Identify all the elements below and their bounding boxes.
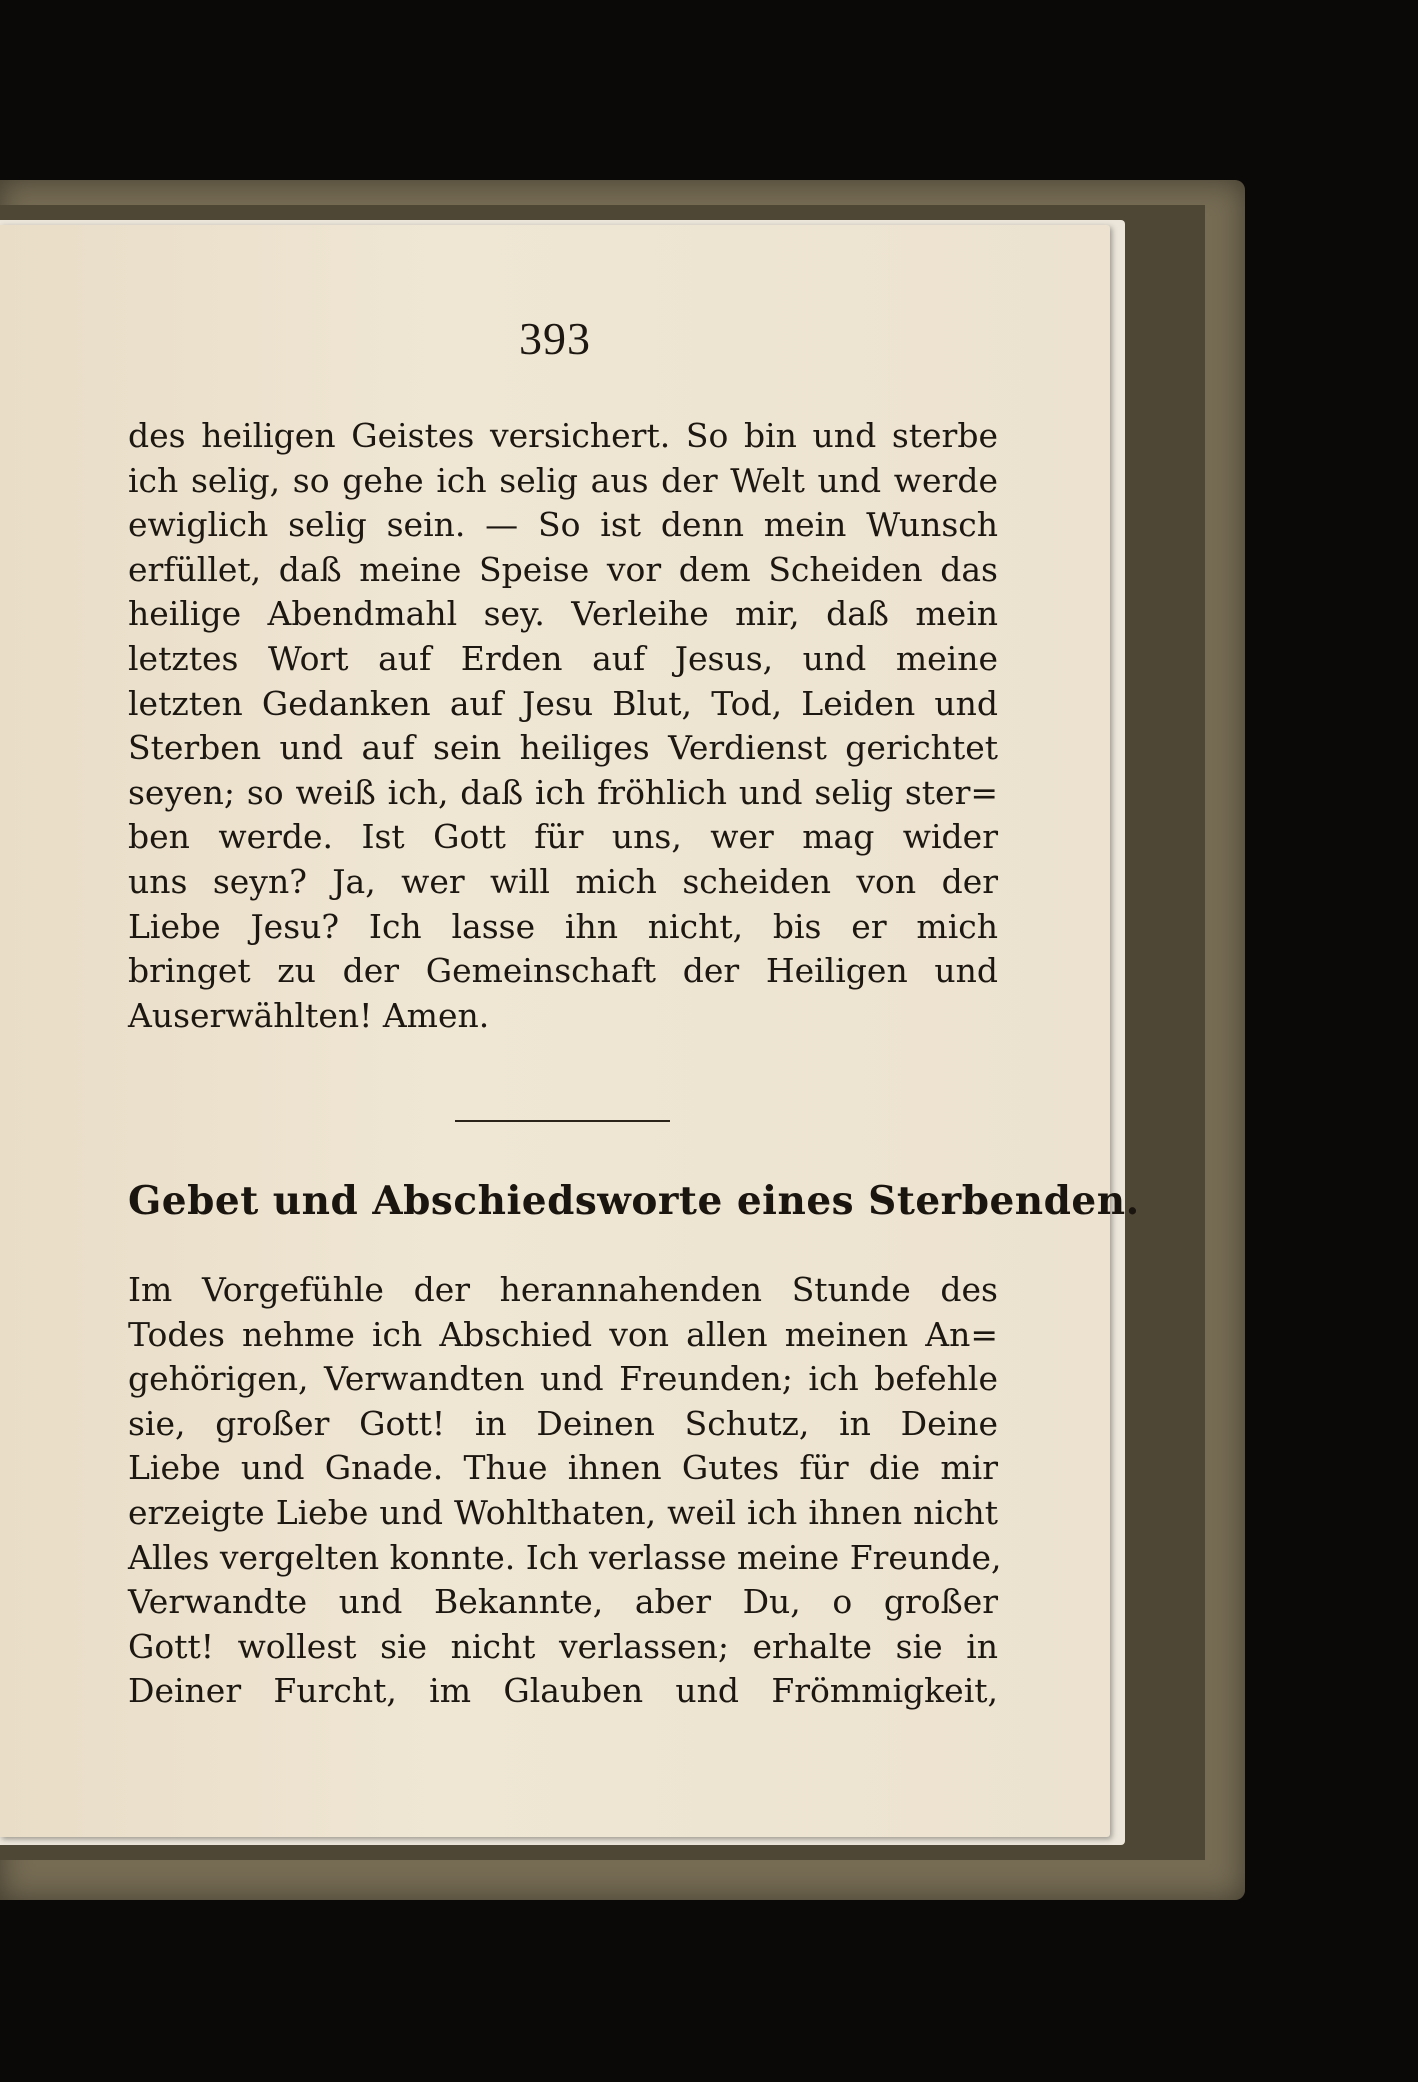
text-line: gehörigen, Verwandten und Freunden; ich befehle bbox=[128, 1359, 998, 1399]
text-line: Verwandte und Bekannte, aber Du, o großer bbox=[128, 1582, 998, 1622]
section-heading: Gebet und Abschiedsworte eines Sterbenden. bbox=[128, 1178, 1140, 1224]
text-line: uns seyn? Ja, wer will mich scheiden von der bbox=[128, 861, 998, 901]
text-line: des heiligen Geistes versichert. So bin und sterbe bbox=[128, 416, 998, 455]
text-line: heilige Abendmahl sey. Verleihe mir, daß mein bbox=[128, 594, 998, 634]
text-line: Liebe und Gnade. Thue ihnen Gutes für die mir bbox=[128, 1448, 998, 1488]
text-line: letztes Wort auf Erden auf Jesus, und meine bbox=[128, 638, 998, 678]
paragraph-prayer-end bbox=[128, 414, 998, 1038]
text-line: bringet zu der Gemeinschaft der Heiligen und bbox=[128, 951, 998, 991]
section-divider bbox=[455, 1120, 670, 1122]
text-line: letzten Gedanken auf Jesu Blut, Tod, Leiden und bbox=[128, 683, 998, 723]
text-line: Sterben und auf sein heiliges Verdienst gerichtet bbox=[128, 728, 998, 768]
text-line: Todes nehme ich Abschied von allen meinen An= bbox=[128, 1314, 998, 1354]
text-line: Im Vorgefühle der herannahenden Stunde des bbox=[128, 1270, 998, 1309]
text-line: Auserwählten! Amen. bbox=[128, 995, 490, 1035]
page-number: 393 bbox=[519, 313, 591, 364]
text-line: ben werde. Ist Gott für uns, wer mag wider bbox=[128, 817, 998, 857]
text-line: sie, großer Gott! in Deinen Schutz, in Deine bbox=[128, 1403, 998, 1443]
paragraph-farewell bbox=[128, 1268, 1002, 1714]
text-line: seyen; so weiß ich, daß ich fröhlich und selig ster= bbox=[128, 772, 998, 812]
text-line: Deiner Furcht, im Glauben und Frömmigkeit, bbox=[128, 1671, 998, 1711]
text-line: ewiglich selig sein. — So ist denn mein Wunsch bbox=[128, 505, 998, 545]
text-line: Gott! wollest sie nicht verlassen; erhalte sie in bbox=[128, 1626, 998, 1666]
text-line: erzeigte Liebe und Wohlthaten, weil ich ihnen nicht bbox=[128, 1492, 998, 1532]
text-line: Liebe Jesu? Ich lasse ihn nicht, bis er mich bbox=[128, 906, 998, 946]
text-line: erfüllet, daß meine Speise vor dem Scheiden das bbox=[128, 549, 998, 589]
text-line: ich selig, so gehe ich selig aus der Welt und werde bbox=[128, 460, 998, 500]
text-line: Alles vergelten konnte. Ich verlasse meine Freunde, bbox=[128, 1537, 1002, 1577]
